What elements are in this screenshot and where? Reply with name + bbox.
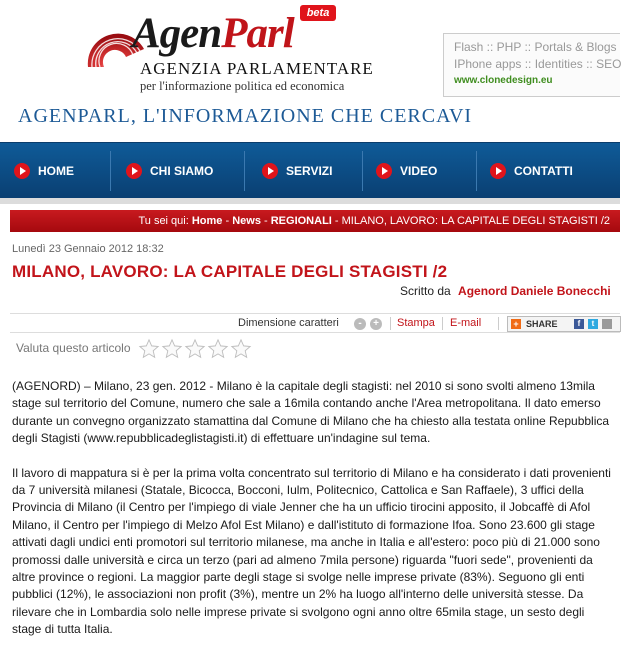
arrow-right-icon xyxy=(376,163,392,179)
beta-badge: beta xyxy=(300,5,336,21)
nav-item-home[interactable] xyxy=(14,143,74,199)
breadcrumb-separator: - xyxy=(331,215,342,227)
logo-prefix: Agen xyxy=(132,10,222,57)
nav-item-contatti[interactable] xyxy=(490,143,573,199)
nav-item-servizi[interactable] xyxy=(262,143,332,199)
arrow-right-icon xyxy=(14,163,30,179)
print-link[interactable]: Stampa xyxy=(397,317,435,329)
breadcrumb-separator: - xyxy=(222,215,233,227)
share-plus-icon: + xyxy=(511,319,521,329)
nav-divider xyxy=(362,151,363,191)
breadcrumb-separator: - xyxy=(260,215,271,227)
nav-divider xyxy=(110,151,111,191)
nav-divider xyxy=(244,151,245,191)
arrow-right-icon xyxy=(262,163,278,179)
site-logo[interactable] xyxy=(132,10,294,58)
breadcrumb-news[interactable]: News xyxy=(232,215,261,227)
breadcrumb-home[interactable]: Home xyxy=(191,215,223,227)
ad-line-2: IPhone apps :: Identities :: SEO xyxy=(454,57,621,71)
twitter-icon: t xyxy=(588,319,598,329)
article-date: Lunedì 23 Gennaio 2012 18:32 xyxy=(12,243,164,255)
article-paragraph: Il lavoro di mappatura si è per la prima volta concentrato sul territorio di Milano e ha considerato i dati provenienti da 7 università milanesi (Statale, Bicocca, Bocconi, Iulm, Politecnico, Cattolica e San Raffaele), 3 uffici della Provincia di Milano (il Centro per l'impiego di viale Jenner che ha un ufficio tirocini apposito, il Jobcaffè di Afol Milano, il Centro per l'impiego di Melzo Afol Est Milano) e dall'istituto di formazione Ifoa. Sono 23.600 gli stage attivati dagli undici enti promotori sul territorio milanese, ma anche in Italia e all'estero: poco più di 21.000 sono promossi dalle università e circa un terzo (pari ad almeno 7mila persone) riguarda "fuori sede", provenienti da altre province o regioni. La maggior parte degli stage si svolge nelle imprese private (83%). Seguono gli enti pubblici (12%), le associazioni non profit (3%), mentre un 2% ha luogo all'interno delle università stesse. Da rilevare che in Lombardia solo nelle imprese private si svolgono ogni anno oltre 65mila stage, un sesto degli stage di tutta Italia. xyxy=(12,465,611,637)
tools-divider xyxy=(498,317,499,330)
article-paragraph: (AGENORD) – Milano, 23 gen. 2012 - Milano è la capitale degli stagisti: nel 2010 si sono svolti almeno 13mila stage sul territorio del Comune, numero che sale a 16mila contando anche l'Area metropolitana. Il dato emerso durante un convegno organizzato stamattina dal Comune di Milano che ha chiesto alla testata online Repubblica degli Stagisti (www.repubblicadeglistagisti.it) di effettuare un'indagine sul tema. xyxy=(12,379,610,446)
article-tools-bar xyxy=(10,313,620,333)
nav-label: SERVIZI xyxy=(286,164,333,178)
arrow-right-icon xyxy=(490,163,506,179)
tools-divider xyxy=(390,317,391,330)
share-button[interactable] xyxy=(507,316,621,332)
ad-line-1: Flash :: PHP :: Portals & Blogs xyxy=(454,40,617,54)
nav-label: CONTATTI xyxy=(514,164,573,178)
star-icon[interactable] xyxy=(184,338,206,360)
article-body xyxy=(12,378,616,656)
share-label: SHARE xyxy=(526,319,558,329)
star-icon[interactable] xyxy=(207,338,229,360)
breadcrumb-current: MILANO, LAVORO: LA CAPITALE DEGLI STAGISTI /2 xyxy=(341,215,610,227)
arrow-right-icon xyxy=(126,163,142,179)
article-title: MILANO, LAVORO: LA CAPITALE DEGLI STAGISTI /2 xyxy=(12,262,448,281)
font-decrease-button[interactable]: - xyxy=(354,318,366,330)
author-name[interactable]: Agenord Daniele Bonecchi xyxy=(458,284,611,298)
nav-item-video[interactable] xyxy=(376,143,437,199)
nav-item-chi-siamo[interactable] xyxy=(126,143,213,199)
nav-divider xyxy=(476,151,477,191)
rating-label: Valuta questo articolo xyxy=(16,341,131,355)
nav-label: VIDEO xyxy=(400,164,438,178)
email-link[interactable]: E-mail xyxy=(450,317,482,329)
breadcrumb-section[interactable]: REGIONALI xyxy=(270,215,332,227)
email-share-icon xyxy=(602,319,612,329)
font-increase-button[interactable]: + xyxy=(370,318,382,330)
written-by-label: Scritto da xyxy=(400,284,451,298)
nav-label: CHI SIAMO xyxy=(150,164,214,178)
nav-bottom-bar xyxy=(0,198,620,204)
facebook-icon: f xyxy=(574,319,584,329)
star-icon[interactable] xyxy=(138,338,160,360)
breadcrumb xyxy=(10,210,620,232)
logo-subtitle: AGENZIA PARLAMENTARE xyxy=(140,59,374,78)
ad-url: www.clonedesign.eu xyxy=(454,75,553,86)
logo-subtitle-secondary: per l'informazione politica ed economica xyxy=(140,79,345,93)
site-tagline: AGENPARL, L'INFORMAZIONE CHE CERCAVI xyxy=(18,105,473,127)
star-rating xyxy=(138,338,253,360)
site-header xyxy=(0,0,620,142)
logo-suffix: Parl xyxy=(221,10,294,57)
font-size-label: Dimensione caratteri xyxy=(238,317,339,329)
breadcrumb-prefix: Tu sei qui: xyxy=(138,215,189,227)
star-icon[interactable] xyxy=(230,338,252,360)
main-navigation xyxy=(0,142,620,198)
article-byline xyxy=(400,284,611,298)
advertisement-banner[interactable] xyxy=(443,33,620,97)
nav-label: HOME xyxy=(38,164,74,178)
star-icon[interactable] xyxy=(161,338,183,360)
tools-divider xyxy=(442,317,443,330)
